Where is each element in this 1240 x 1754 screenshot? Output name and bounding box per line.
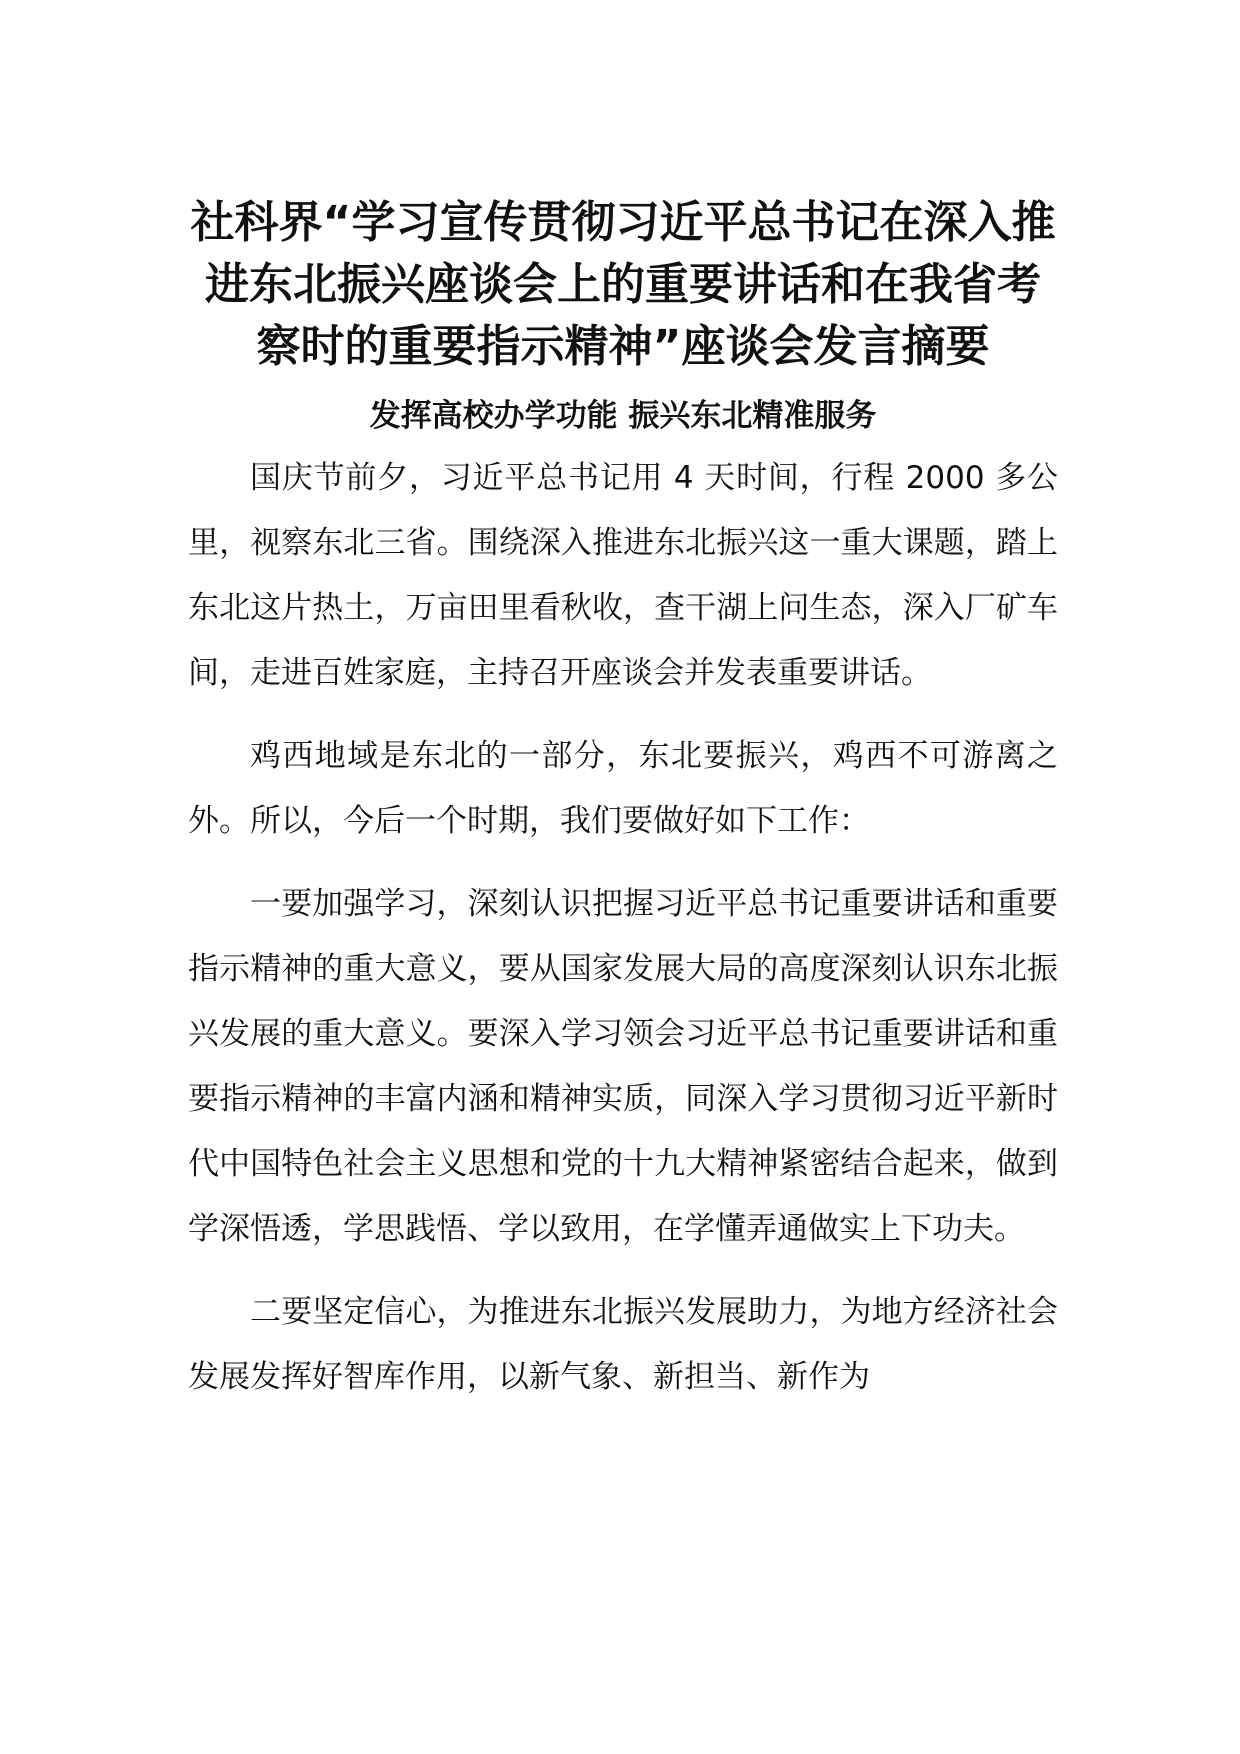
document-body: [188, 446, 1058, 1410]
document-page: [188, 192, 1058, 1428]
document-subtitle: 发挥高校办学功能 振兴东北精准服务: [369, 398, 877, 434]
document-title: 社科界“学习宣传贯彻习近平总书记在深入推进东北振兴座谈会上的重要讲话和在我省考察时的重要指示精神”座谈会发言摘要: [190, 197, 1056, 372]
paragraph-3: 一要加强学习，深刻认识把握习近平总书记重要讲话和重要指示精神的重大意义，要从国家发展大局的高度深刻认识东北振兴发展的重大意义。要深入学习领会习近平总书记重要讲话和重要指示精神的丰富内涵和精神实质，同深入学习贯彻习近平新时代中国特色社会主义思想和党的十九大精神紧密结合起来，做到学深悟透，学思践悟、学以致用，在学懂弄通做实上下功夫。: [188, 886, 1058, 1247]
paragraph-1: 国庆节前夕，习近平总书记用 4 天时间，行程 2000 多公里，视察东北三省。围绕深入推进东北振兴这一重大课题，踏上东北这片热土，万亩田里看秋收，查干湖上问生态，深入厂矿车间，走进百姓家庭，主持召开座谈会并发表重要讲话。: [188, 460, 1058, 691]
paragraph-4: 二要坚定信心，为推进东北振兴发展助力，为地方经济社会发展发挥好智库作用，以新气象、新担当、新作为: [188, 1294, 1058, 1395]
paragraph-2: 鸡西地域是东北的一部分，东北要振兴，鸡西不可游离之外。所以，今后一个时期，我们要做好如下工作：: [188, 738, 1058, 839]
